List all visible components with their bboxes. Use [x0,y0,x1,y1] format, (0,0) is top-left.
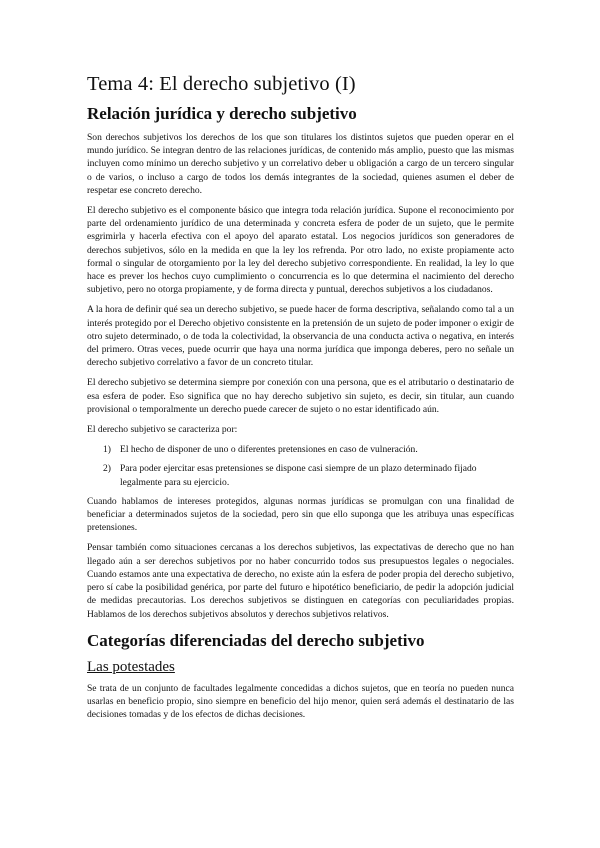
paragraph: El derecho subjetivo es el componente básico que integra toda relación jurídica. Supone el reconocimiento por parte del ordenamiento jurídico de una determinada y concreta esfera de poder de un sujeto, que le permite esgrimirla y hacerla efectiva con el apoyo del aparato estatal. Los negocios jurídicos son generadores de derechos subjetivos, sólo en la medida en que la ley los refrenda. Por otro lado, no existe propiamente acto formal o singular de otorgamiento por la ley del derecho subjetivo correspondiente. En realidad, la ley lo que hace es prever los hechos cuyo cumplimiento o concurrencia es lo que determina el nacimiento del derecho subjetivo, pero no otorga propiamente, y de forma directa y puntual, derechos subjetivos a los ciudadanos. [87,205,514,296]
paragraph: El derecho subjetivo se caracteriza por: [87,424,238,436]
paragraph: Pensar también como situaciones cercanas a los derechos subjetivos, las expectativas de derecho que no han llegado aún a ser derechos subjetivos por no haber concurrido todos sus presupuestos legales o negociales. Cuando estamos ante una expectativa de derecho, no existe aún la esfera de poder propia del derecho subjetivo, pero sí cabe la posibilidad genérica, por parte del futuro e hipotético beneficiario, de pedir la adopción judicial de medidas precautorias. Los derechos subjetivos se distinguen en categorías con peculiaridades propias. Hablamos de los derechos subjetivos absolutos y derechos subjetivos relativos. [87,542,514,620]
list-item [87,443,514,456]
paragraph: Son derechos subjetivos los derechos de los que son titulares los distintos sujetos que pueden operar en el mundo jurídico. Se integran dentro de las relaciones jurídicas, de contenido más amplio, puesto que las mismas incluyen como mínimo un derecho subjetivo y un correlativo deber u obligación a cargo de un tercero singular o de varios, o incluso a cargo de todos los demás integrantes de la sociedad, quienes asumen el deber de respetar ese concreto derecho. [87,132,514,196]
list-item [87,462,514,488]
paragraph: Se trata de un conjunto de facultades legalmente concedidas a dichos sujetos, que en teoría no pueden nunca usarlas en beneficio propio, sino siempre en beneficio del hijo menor, quien será además el destinatario de las decisiones tomadas y de los efectos de dichas decisiones. [87,682,514,721]
section-heading-relacion: Relación jurídica y derecho subjetivo [87,104,357,123]
characteristics-list [87,443,514,489]
paragraph: Cuando hablamos de intereses protegidos, algunas normas jurídicas se promulgan con una finalidad de beneficiar a determinados sujetos de la sociedad, pero sin que ello suponga que les atribuya unas específicas pretensiones. [87,495,514,534]
page-title: Tema 4: El derecho subjetivo (I) [87,73,356,95]
document-content [87,72,514,728]
paragraph: El derecho subjetivo se determina siempre por conexión con una persona, que es el atributario o destinatario de esa esfera de poder. Eso significa que no hay derecho subjetivo sin sujeto, es decir, sin titular, aun cuando provisional o temporalmente un derecho puede carecer de sujeto o no estar identificado aún. [87,377,514,415]
list-number: 2) [103,463,111,475]
subsection-heading-potestades: Las potestades [87,658,175,675]
section-heading-categorias: Categorías diferenciadas del derecho subjetivo [87,630,425,650]
list-number: 1) [103,444,111,456]
list-item-text: El hecho de disponer de uno o diferentes pretensiones en caso de vulneración. [120,444,418,456]
paragraph: A la hora de definir qué sea un derecho subjetivo, se puede hacer de forma descriptiva, señalando como tal a un interés protegido por el Derecho objetivo consistente en la pretensión de un sujeto de poder imponer o exigir de otro sujeto determinado, o de toda la colectividad, la observancia de una conducta activa o negativa, en interés del primero. Otras veces, puede ocurrir que haya una norma jurídica que imponga deberes, pero no señale un derecho subjetivo correlativo a favor de un concreto titular. [87,304,514,369]
list-item-text: Para poder ejercitar esas pretensiones se dispone casi siempre de un plazo determinado fijado legalmente para su ejercicio. [120,463,477,488]
